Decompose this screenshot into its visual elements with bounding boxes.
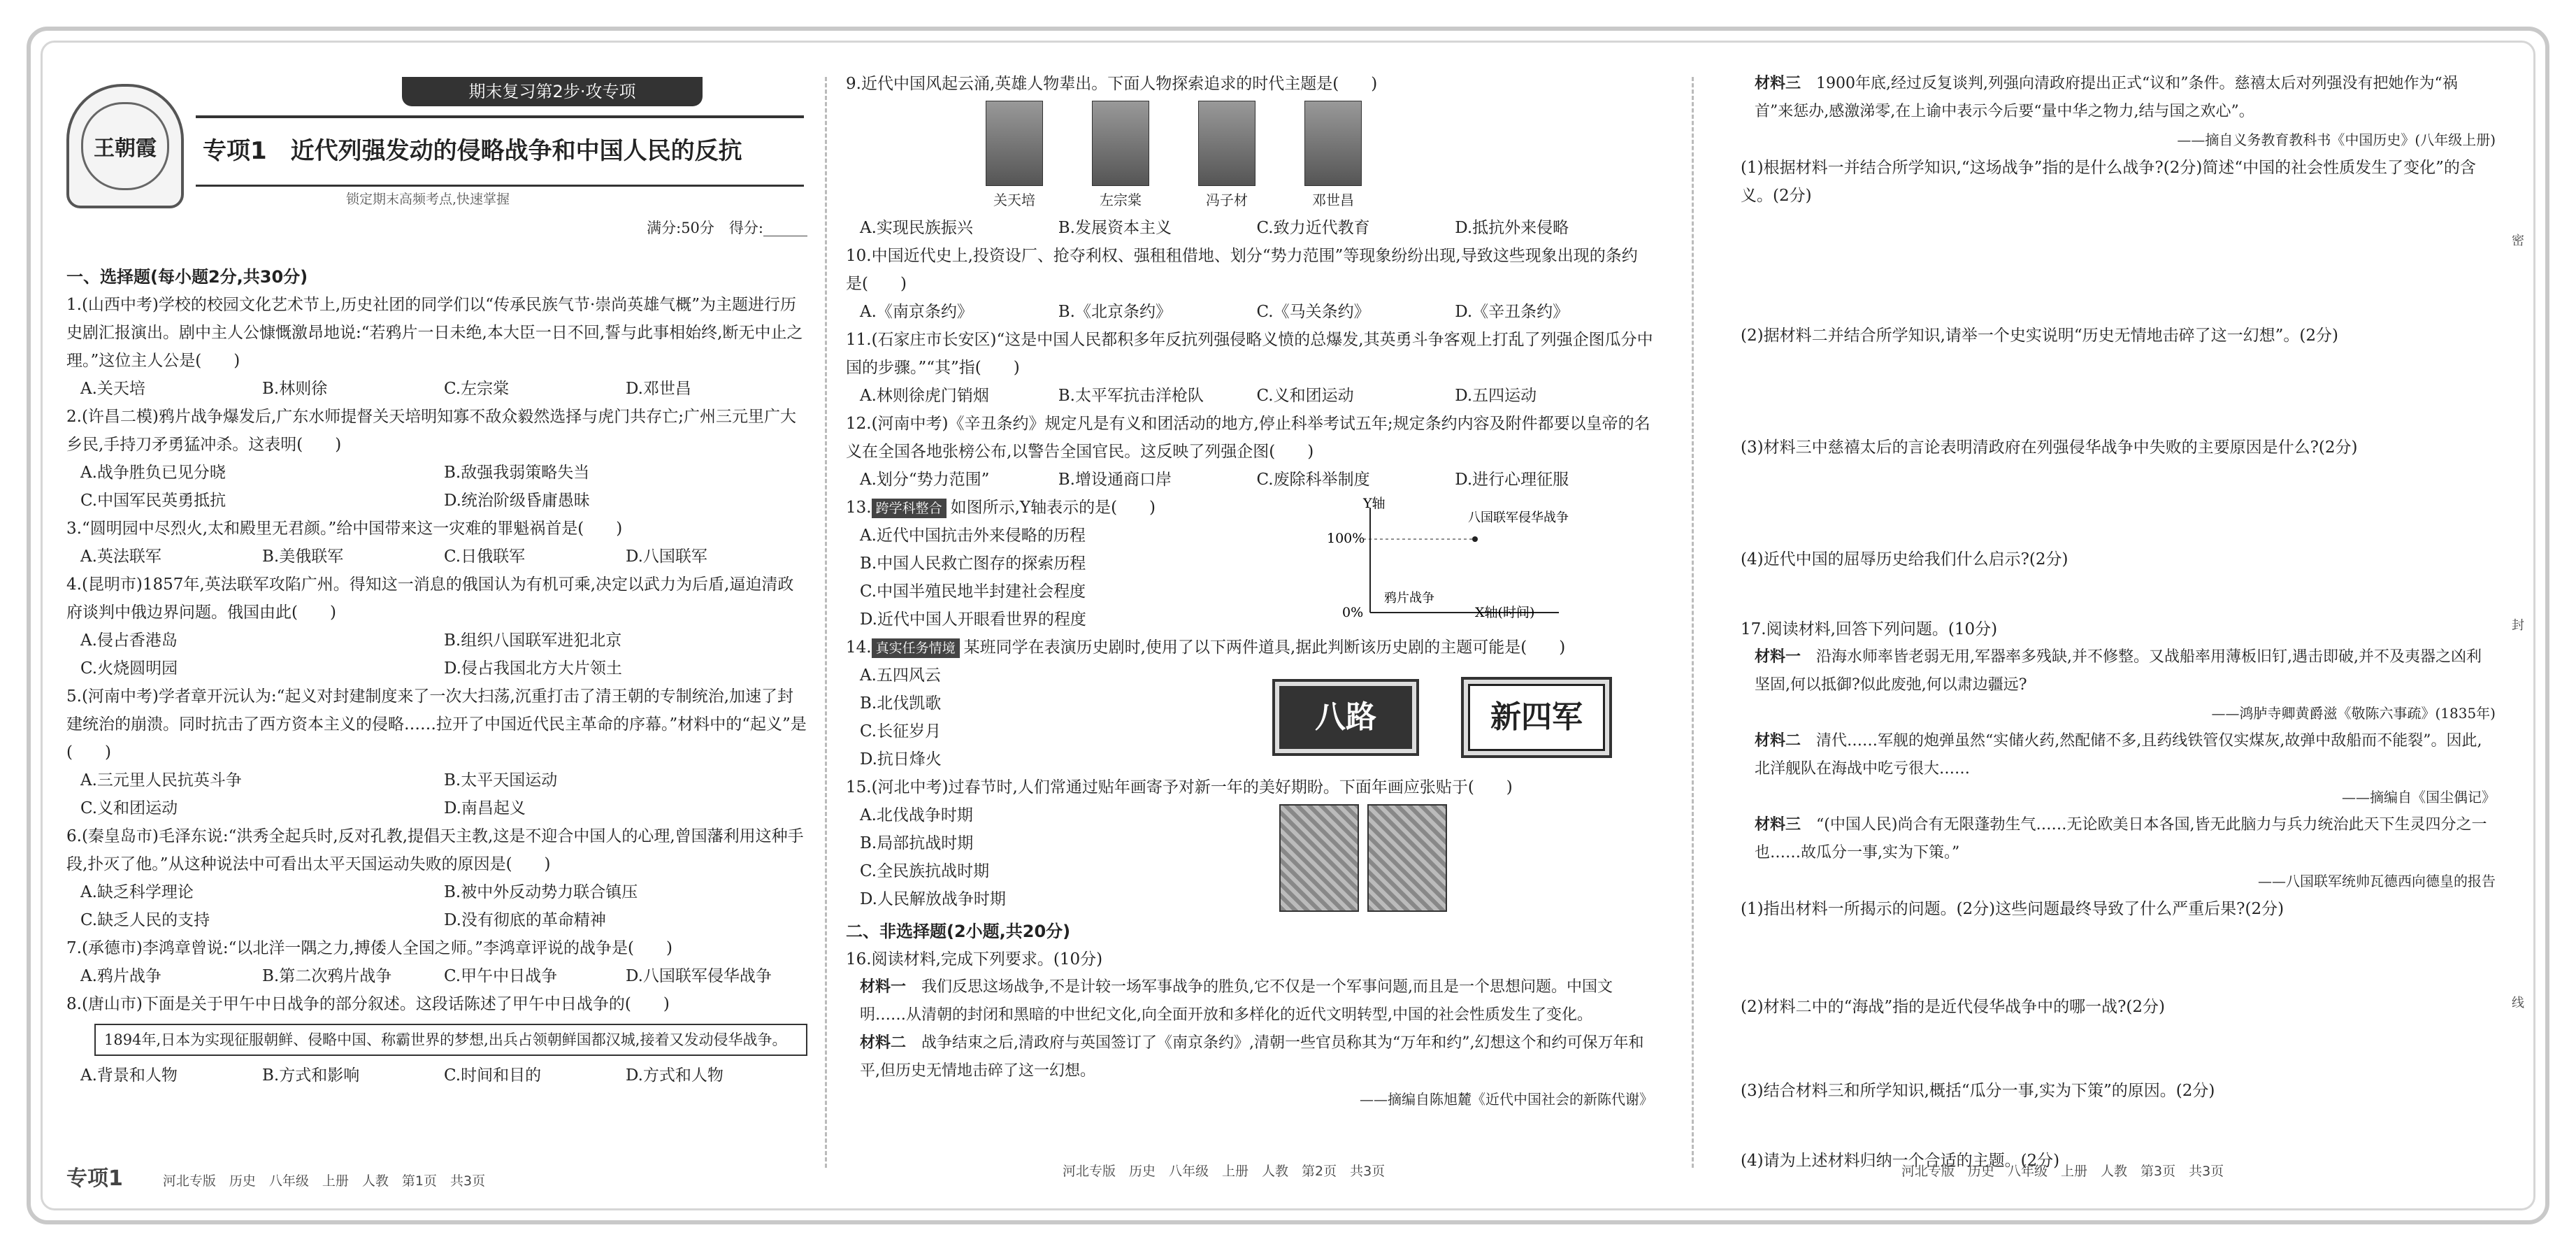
option: B.组织八国联军进犯北京 xyxy=(444,631,622,650)
question-8: 8.(唐山市)下面是关于甲午中日战争的部分叙述。这段话陈述了甲午中日战争的( ) xyxy=(66,995,670,1013)
option: A.《南京条约》 xyxy=(860,303,973,321)
option: A.实现民族振兴 xyxy=(860,219,973,237)
question-tag: 真实任务情境 xyxy=(872,638,960,658)
material-source: ——摘编自陈旭麓《近代中国社会的新陈代谢》 xyxy=(1360,1091,1653,1108)
option: C.义和团运动 xyxy=(1256,387,1354,405)
option: C.中国半殖民地半封建社会程度 xyxy=(860,582,1086,601)
material xyxy=(1741,811,2496,867)
option: A.近代中国抗击外来侵略的历程 xyxy=(860,527,1086,545)
new-year-poster-image xyxy=(1279,804,1359,912)
question-14-text: 某班同学在表演历史剧时,使用了以下两件道具,据此判断该历史剧的主题可能是( ) xyxy=(963,638,1566,657)
option: C.左宗棠 xyxy=(444,380,510,398)
material-label: 材料三 xyxy=(1755,816,1801,834)
portrait-image xyxy=(1304,101,1362,186)
options-10 xyxy=(846,298,1653,326)
column-3 xyxy=(1741,70,2496,1175)
answer-space[interactable] xyxy=(1741,462,2496,545)
option: C.《马关条约》 xyxy=(1256,303,1370,321)
answer-space[interactable] xyxy=(1741,1105,2496,1147)
slogan: 锁定期末高频考点,快速掌握 xyxy=(346,192,510,207)
options-1 xyxy=(66,375,807,403)
material xyxy=(1741,643,2496,699)
option: A.划分“势力范围” xyxy=(860,471,990,489)
option: D.统治阶级昏庸愚昧 xyxy=(444,492,590,510)
point-label: 鸦片战争 xyxy=(1384,591,1434,606)
option: A.关天培 xyxy=(80,380,145,398)
score-line: 满分:50分 得分:______ xyxy=(647,220,807,236)
option: C.致力近代教育 xyxy=(1256,219,1370,237)
option: B.方式和影响 xyxy=(262,1066,360,1085)
portrait-caption: 关天培 xyxy=(993,192,1035,208)
option: A.缺乏科学理论 xyxy=(80,883,194,901)
option: A.五四风云 xyxy=(860,666,941,685)
option: C.长征岁月 xyxy=(860,722,942,741)
question-9: 9.近代中国风起云涌,英雄人物辈出。下面人物探索追求的时代主题是( ) xyxy=(846,75,1378,93)
option: C.火烧圆明园 xyxy=(80,659,178,678)
options-6 xyxy=(66,878,807,934)
option: B.林则徐 xyxy=(262,380,328,398)
section-title: 一、选择题(每小题2分,共30分) xyxy=(66,267,308,287)
sub-question: (1)指出材料一所揭示的问题。(2分)这些问题最终导致了什么严重后果?(2分) xyxy=(1741,900,2284,918)
option: C.缺乏人民的支持 xyxy=(80,911,210,929)
material-source: ——摘编自《国尘偶记》 xyxy=(2342,789,2496,806)
footer-topic-label: 专项1 xyxy=(66,1166,123,1191)
option: D.邓世昌 xyxy=(626,380,691,398)
option: D.侵占我国北方大片领土 xyxy=(444,659,622,678)
question-10: 10.中国近代史上,投资设厂、抢夺利权、强租租借地、划分“势力范围”等现象纷纷出现,导致这些现象出现的条约是( ) xyxy=(846,247,1638,293)
option: C.义和团运动 xyxy=(80,799,178,817)
armband-prop xyxy=(1272,679,1419,756)
footer-3 xyxy=(1901,1161,2224,1180)
question-4: 4.(昆明市)1857年,英法联军攻陷广州。得知这一消息的俄国认为有机可乘,决定以武力为后盾,逼迫清政府谈判中俄边界问题。俄国由此( ) xyxy=(66,576,794,622)
question-1: 1.(山西中考)学校的校园文化艺术节上,历史社团的同学们以“传承民族气节·崇尚英雄气概”为主题进行历史剧汇报演出。剧中主人公慷慨激昂地说:“若鸦片一日未绝,本大臣一日不回,誓与此事相始终,断无中止之理。”这位主人公是( ) xyxy=(66,296,803,370)
answer-space[interactable] xyxy=(1741,210,2496,322)
option: B.太平军抗击洋枪队 xyxy=(1058,387,1204,405)
material xyxy=(846,1029,1653,1085)
topic-title: 专项1 近代列强发动的侵略战争和中国人民的反抗 xyxy=(196,115,804,187)
quote-box: 1894年,日本为实现征服朝鲜、侵略中国、称霸世界的梦想,出兵占领朝鲜国都汉城,接着又发动侵华战争。 xyxy=(94,1024,807,1056)
sub-question: (3)结合材料三和所学知识,概括“瓜分一事,实为下策”的原因。(2分) xyxy=(1741,1082,2215,1100)
question-tag: 跨学科整合 xyxy=(872,499,947,518)
question-16: 16.阅读材料,完成下列要求。(10分) xyxy=(846,950,1103,968)
point-marker xyxy=(1472,536,1478,542)
sub-question: (2)材料二中的“海战”指的是近代侵华战争中的哪一战?(2分) xyxy=(1741,998,2166,1016)
question-14-block xyxy=(846,662,1653,773)
options-11 xyxy=(846,382,1653,410)
options-15 xyxy=(846,801,1153,913)
material xyxy=(846,973,1653,1029)
portrait-caption: 邓世昌 xyxy=(1312,192,1354,208)
option: D.方式和人物 xyxy=(626,1066,724,1085)
material-label: 材料一 xyxy=(1755,648,1801,666)
option: B.第二次鸦片战争 xyxy=(262,967,392,985)
option: A.北伐战争时期 xyxy=(860,806,973,824)
worksheet-header xyxy=(66,77,807,236)
option: B.局部抗战时期 xyxy=(860,834,974,852)
y-axis-label: Y轴 xyxy=(1363,496,1386,511)
question-2: 2.(许昌二模)鸦片战争爆发后,广东水师提督关天培明知寡不敌众毅然选择与虎门共存亡;广州三元里广大乡民,手持刀矛勇猛冲杀。这表明( ) xyxy=(66,408,796,454)
portrait-caption: 冯子材 xyxy=(1206,192,1248,208)
option: C.全民族抗战时期 xyxy=(860,862,990,880)
option: D.南昌起义 xyxy=(444,799,526,817)
option: D.人民解放战争时期 xyxy=(860,890,1006,908)
material-text: 清代……军舰的炮弹虽然“实储火药,然配储不多,且药线铁管仅实煤灰,故弹中敌船而不能裂”。因此,北洋舰队在海战中吃亏很大…… xyxy=(1755,732,2482,778)
seal-mark: 封 xyxy=(2512,618,2524,633)
option: B.增设通商口岸 xyxy=(1058,471,1172,489)
sub-question: (4)近代中国的屈辱历史给我们什么启示?(2分) xyxy=(1741,550,2068,569)
sub-question: (1)根据材料一并结合所学知识,“这场战争”指的是什么战争?(2分)简述“中国的社会性质发生了变化”的含义。(2分) xyxy=(1741,159,2476,205)
question-15: 15.(河北中考)过春节时,人们常通过贴年画寄予对新一年的美好期盼。下面年画应张贴于( ) xyxy=(846,778,1513,796)
material-text: 沿海水师率皆老弱无用,军器率多残缺,并不修整。又战船率用薄板旧钉,遇击即破,并不及夷器之凶利坚固,何以抵御?似此废弛,何以肃边疆远? xyxy=(1755,648,2482,694)
options-4 xyxy=(66,627,807,682)
option: C.时间和目的 xyxy=(444,1066,542,1085)
option: B.北伐凯歌 xyxy=(860,694,942,713)
prop-label: 八路 xyxy=(1279,686,1412,749)
column-2 xyxy=(846,70,1653,1113)
option: A.林则徐虎门销烟 xyxy=(860,387,989,405)
question-17: 17.阅读材料,回答下列问题。(10分) xyxy=(1741,620,1998,638)
material xyxy=(1741,727,2496,783)
answer-space[interactable] xyxy=(1741,350,2496,434)
new-year-posters xyxy=(1279,804,1447,913)
option: C.废除科举制度 xyxy=(1256,471,1370,489)
material-source: ——摘自义务教育教科书《中国历史》(八年级上册) xyxy=(2177,131,2496,148)
portrait-row xyxy=(986,101,1653,214)
option: D.八国联军侵华战争 xyxy=(626,967,772,985)
question-13-block xyxy=(846,494,1653,634)
option: A.鸦片战争 xyxy=(80,967,161,985)
option: B.中国人民救亡图存的探索历程 xyxy=(860,555,1086,573)
section-title: 二、非选择题(2小题,共20分) xyxy=(846,922,1071,941)
question-7: 7.(承德市)李鸿章曾说:“以北洋一隅之力,搏倭人全国之师。”李鸿章评说的战争是( ) xyxy=(66,939,672,957)
option: D.近代中国人开眼看世界的程度 xyxy=(860,610,1086,629)
material-label: 材料一 xyxy=(860,978,907,996)
y-tick-100: 100% xyxy=(1327,531,1365,546)
portrait-image xyxy=(1198,101,1255,186)
point-label: 八国联军侵华战争 xyxy=(1468,510,1569,525)
seal-mark: 线 xyxy=(2512,996,2524,1010)
y-tick-0: 0% xyxy=(1342,605,1364,620)
options-12 xyxy=(846,466,1653,494)
option: B.敌强我弱策略失当 xyxy=(444,464,590,482)
portrait xyxy=(1198,101,1255,214)
option: A.侵占香港岛 xyxy=(80,631,178,650)
options-7 xyxy=(66,962,807,990)
option: B.《北京条约》 xyxy=(1058,303,1172,321)
material-label: 材料二 xyxy=(860,1034,907,1052)
sub-question: (2)据材料二并结合所学知识,请举一个史实说明“历史无情地击碎了这一幻想”。(2分) xyxy=(1741,327,2338,345)
answer-space[interactable] xyxy=(1741,573,2496,615)
props-images xyxy=(1251,662,1633,773)
options-2 xyxy=(66,459,807,515)
new-year-poster-image xyxy=(1367,804,1447,912)
question-11: 11.(石家庄市长安区)“这是中国人民都积多年反抗列强侵略义愤的总爆发,其英勇斗争客观上打乱了列强企图瓜分中国的步骤。”“其”指( ) xyxy=(846,331,1653,377)
portrait-image xyxy=(986,101,1043,186)
portrait-image xyxy=(1092,101,1149,186)
option: D.抵抗外来侵略 xyxy=(1455,219,1569,237)
portrait xyxy=(986,101,1043,214)
sub-question: (3)材料三中慈禧太后的言论表明清政府在列强侵华战争中失败的主要原因是什么?(2分) xyxy=(1741,438,2358,457)
material-text: 战争结束之后,清政府与英国签订了《南京条约》,清朝一些官员称其为“万年和约”,幻想这个和约可保万年和平,但历史无情地击碎了这一幻想。 xyxy=(860,1034,1644,1080)
question-13-text: 如图所示,Y轴表示的是( ) xyxy=(950,499,1156,517)
footer-2 xyxy=(1063,1161,1385,1180)
option: A.背景和人物 xyxy=(80,1066,178,1085)
publisher-logo xyxy=(66,84,184,208)
column-1 xyxy=(66,259,807,1089)
answer-space[interactable] xyxy=(1741,1021,2496,1077)
prop-label: 新四军 xyxy=(1468,684,1605,751)
material xyxy=(1741,70,2496,126)
portrait-caption: 左宗棠 xyxy=(1100,192,1142,208)
option: D.抗日烽火 xyxy=(860,750,942,769)
material-source: ——八国联军统帅瓦德西向德皇的报告 xyxy=(2258,873,2496,889)
options-14 xyxy=(846,662,1251,773)
footer-1 xyxy=(66,1161,485,1192)
question-14: 14. 真实任务情境 某班同学在表演历史剧时,使用了以下两件道具,据此判断该历史剧的主题可能是( ) xyxy=(846,638,1566,657)
option: B.美俄联军 xyxy=(262,548,344,566)
option: D.进行心理征服 xyxy=(1455,471,1569,489)
question-3: 3.“圆明园中尽烈火,太和殿里无君颜。”给中国带来这一灾难的罪魁祸首是( ) xyxy=(66,520,623,538)
option: C.甲午中日战争 xyxy=(444,967,558,985)
option: B.被中外反动势力联合镇压 xyxy=(444,883,638,901)
trend-diagram xyxy=(1265,494,1587,627)
options-9 xyxy=(846,214,1653,242)
question-6: 6.(秦皇岛市)毛泽东说:“洪秀全起兵时,反对孔教,提倡天主教,这是不迎合中国人的心理,曾国藩利用这种手段,扑灭了他。”从这种说法中可看出太平天国运动失败的原因是( ) xyxy=(66,827,804,873)
badge-prop xyxy=(1461,677,1612,758)
option: C.日俄联军 xyxy=(444,548,526,566)
sub-question: (4)请为上述材料归纳一个合适的主题。(2分) xyxy=(1741,1152,2060,1170)
column-divider xyxy=(1692,77,1694,1168)
material-text: 1900年底,经过反复谈判,列强向清政府提出正式“议和”条件。慈禧太后对列强没有把她作为“祸首”来惩办,感激涕零,在上谕中表示今后要“量中华之物力,结与国之欢心”。 xyxy=(1755,75,2458,120)
column-divider xyxy=(825,77,827,1168)
option: D.《辛丑条约》 xyxy=(1455,303,1569,321)
option: B.发展资本主义 xyxy=(1058,219,1172,237)
x-axis-label: X轴(时间) xyxy=(1475,605,1535,620)
question-15-block xyxy=(846,801,1653,913)
review-banner: 期末复习第2步·攻专项 xyxy=(402,77,703,106)
option: D.八国联军 xyxy=(626,548,707,566)
seal-mark: 密 xyxy=(2512,234,2524,248)
material-text: 我们反思这场战争,不是计较一场军事战争的胜负,它不仅是一个军事问题,而且是一个思想问题。中国文明……从清朝的封闭和黑暗的中世纪文化,向全面开放和多样化的近代文明转型,中国的社会性质发生了变化。 xyxy=(860,978,1613,1024)
logo-text: 王朝霞 xyxy=(81,102,169,190)
options-13 xyxy=(846,522,1265,634)
option: D.五四运动 xyxy=(1455,387,1537,405)
option: A.三元里人民抗英斗争 xyxy=(80,771,242,789)
option: C.中国军民英勇抵抗 xyxy=(80,492,226,510)
footer-text: 河北专版 历史 八年级 上册 人教 第1页 共3页 xyxy=(162,1173,486,1189)
portrait xyxy=(1092,101,1149,214)
option: D.没有彻底的革命精神 xyxy=(444,911,606,929)
material-label: 材料二 xyxy=(1755,732,1801,750)
question-13: 13. 跨学科整合 如图所示,Y轴表示的是( ) xyxy=(846,499,1156,517)
footer-text: 河北专版 历史 八年级 上册 人教 第3页 共3页 xyxy=(1901,1164,2224,1179)
portrait xyxy=(1304,101,1362,214)
question-12: 12.(河南中考)《辛丑条约》规定凡是有义和团活动的地方,停止科举考试五年;规定条约内容及附件都要以皇帝的名义在全国各地张榜公布,以警告全国官民。这反映了列强企图( ) xyxy=(846,415,1650,461)
answer-space[interactable] xyxy=(1741,923,2496,993)
material-source: ——鸿胪寺卿黄爵滋《敬陈六事疏》(1835年) xyxy=(2211,705,2496,722)
material-text: “(中国人民)尚合有无限蓬勃生气……无论欧美日本各国,皆无此脑力与兵力统治此天下生灵四分之一也……故瓜分一事,实为下策。” xyxy=(1755,816,2487,862)
question-5: 5.(河南中考)学者章开沅认为:“起义对封建制度来了一次大扫荡,沉重打击了清王朝的专制统治,加速了封建统治的崩溃。同时抗击了西方资本主义的侵略……拉开了中国近代民主革命的序幕。”材料中的“起义”是( ) xyxy=(66,687,807,762)
footer-text: 河北专版 历史 八年级 上册 人教 第2页 共3页 xyxy=(1063,1164,1386,1179)
material-label: 材料三 xyxy=(1755,75,1801,92)
options-3 xyxy=(66,543,807,571)
options-8 xyxy=(66,1061,807,1089)
option: A.战争胜负已见分晓 xyxy=(80,464,226,482)
option: B.太平天国运动 xyxy=(444,771,558,789)
options-5 xyxy=(66,766,807,822)
option: A.英法联军 xyxy=(80,548,161,566)
